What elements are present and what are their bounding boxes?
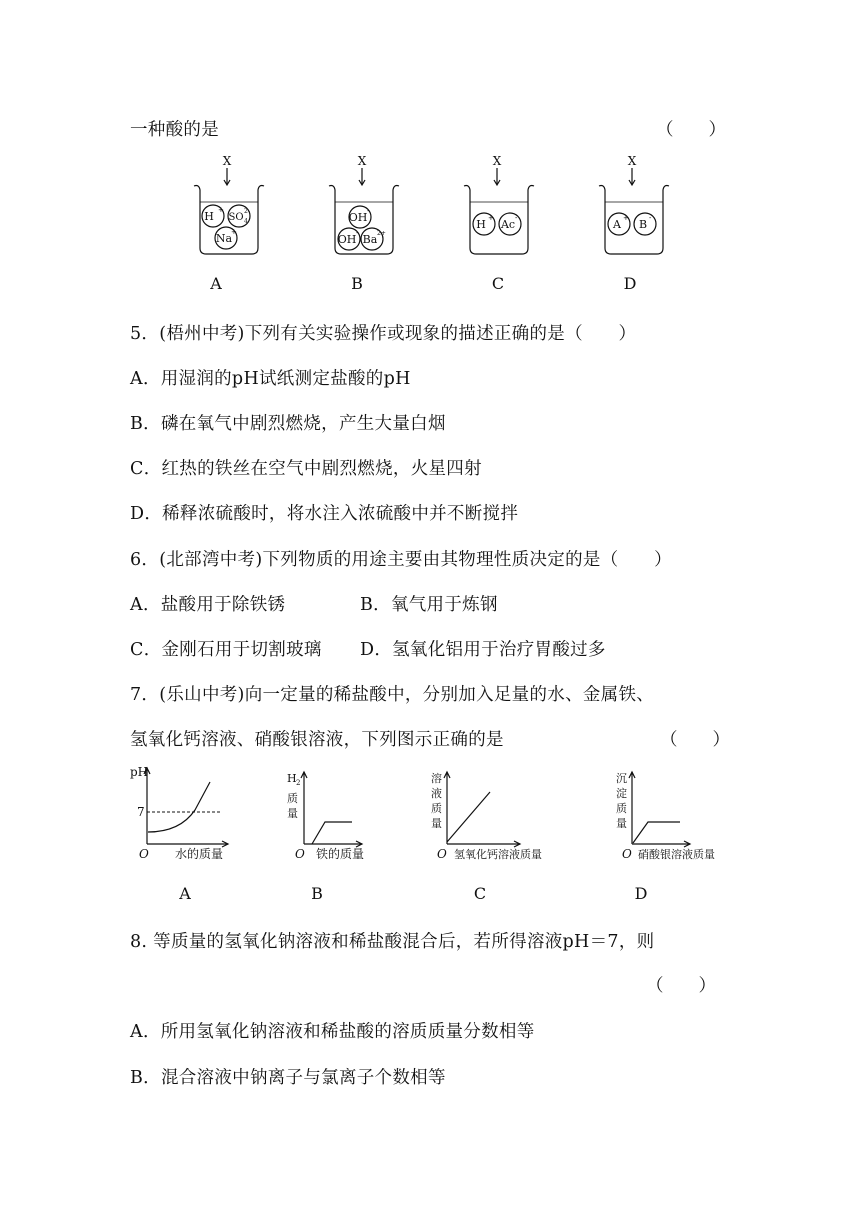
graph-c-ylabel-2: 质 — [431, 802, 442, 815]
graph-label-b: B — [311, 884, 323, 903]
ion-oh-left: OH — [337, 233, 357, 246]
ion-ba-charge: 2+ — [377, 230, 386, 237]
graph-d-line — [633, 822, 680, 843]
q4-answer-paren: （ ） — [656, 120, 726, 140]
graph-b — [287, 772, 364, 861]
ion-h-c: H — [476, 218, 486, 231]
ion-oh-left-charge: - — [356, 229, 359, 237]
graph-b-ylabel-zhi: 质 — [287, 792, 298, 805]
ion-h-c-charge: + — [488, 214, 494, 222]
q8-option-a: A．所用氢氧化钠溶液和稀盐酸的溶质质量分数相等 — [130, 1022, 535, 1042]
beaker-c — [464, 154, 534, 254]
ion-b-charge: - — [649, 214, 652, 222]
graph-c-xlabel: 氢氧化钙溶液质量 — [454, 848, 542, 861]
ion-na-charge: + — [231, 228, 237, 236]
q4-stem-tail: 一种酸的是 — [130, 120, 219, 140]
beaker-label-d: D — [623, 274, 637, 293]
graph-a-ylabel: pH — [130, 765, 149, 779]
graph-b-ylabel-h: H — [287, 772, 297, 785]
beaker-d-arrow-label: X — [627, 154, 637, 168]
beaker-a — [194, 154, 264, 254]
ion-h: H — [204, 210, 214, 223]
beaker-a-arrow-label: X — [222, 154, 232, 168]
beaker-b-arrow-label: X — [357, 154, 367, 168]
q6-option-d: D．氢氧化铝用于治疗胃酸过多 — [360, 640, 606, 660]
graph-b-origin: O — [295, 847, 305, 861]
graph-c-ylabel-0: 溶 — [431, 772, 442, 785]
graph-a-xlabel: 水的质量 — [175, 847, 224, 861]
ion-b: B — [638, 218, 648, 231]
q6-option-a: A．盐酸用于除铁锈 — [130, 595, 286, 615]
beaker-label-a: A — [210, 274, 222, 293]
graph-d-ylabel-2: 质 — [616, 802, 627, 815]
graph-a-origin: O — [139, 847, 149, 861]
q8-stem: 8. 等质量的氢氧化钠溶液和稀盐酸混合后，若所得溶液pH＝7，则 — [130, 932, 655, 952]
graph-label-c: C — [473, 884, 487, 903]
q8-answer-paren: （ ） — [646, 976, 716, 996]
q5-option-b: B．磷在氧气中剧烈燃烧，产生大量白烟 — [130, 414, 446, 434]
ion-h-charge: + — [218, 206, 224, 214]
graph-a-curve — [148, 782, 210, 832]
graph-label-a: A — [179, 884, 191, 903]
graph-c — [431, 771, 542, 861]
graph-label-d: D — [634, 884, 648, 903]
graph-d-origin: O — [622, 847, 632, 861]
graph-figure — [0, 760, 860, 870]
ion-oh-top: OH — [348, 211, 368, 224]
q8-option-b: B．混合溶液中钠离子与氯离子个数相等 — [130, 1068, 446, 1088]
graph-c-line — [447, 792, 490, 842]
graph-b-ylabel-liang: 量 — [287, 807, 298, 820]
q6-option-b: B．氧气用于炼钢 — [360, 595, 498, 615]
q5-option-a: A．用湿润的pH试纸测定盐酸的pH — [130, 369, 411, 389]
q7-answer-paren: （ ） — [660, 730, 730, 750]
ion-ac: Ac — [500, 218, 516, 231]
beaker-figure — [0, 150, 860, 320]
graph-b-ylabel-sub: 2 — [296, 779, 301, 787]
ion-a-charge: + — [623, 214, 629, 222]
beaker-d — [599, 154, 669, 254]
q7-stem-line2: 氢氧化钙溶液、硝酸银溶液，下列图示正确的是 — [130, 730, 504, 750]
beaker-b — [329, 154, 399, 254]
beaker-c-arrow-label: X — [492, 154, 502, 168]
graph-b-line — [312, 822, 352, 844]
graph-d — [616, 772, 715, 861]
q5-option-c: C．红热的铁丝在空气中剧烈燃烧，火星四射 — [130, 459, 482, 479]
graph-a-tick-7: 7 — [137, 805, 145, 819]
graph-b-xlabel: 铁的质量 — [316, 847, 365, 861]
q6-option-c: C．金刚石用于切割玻璃 — [130, 640, 322, 660]
beaker-label-c: C — [491, 274, 505, 293]
ion-ba: Ba — [362, 233, 378, 246]
q6-stem: 6．(北部湾中考)下列物质的用途主要由其物理性质决定的是（ ） — [130, 550, 672, 570]
ion-a: A — [613, 218, 621, 231]
graph-c-ylabel-3: 量 — [431, 817, 442, 830]
ion-oh-top-charge: - — [367, 207, 370, 215]
graph-d-ylabel-3: 量 — [616, 817, 627, 830]
graph-d-xlabel: 硝酸银溶液质量 — [638, 848, 715, 861]
graph-d-ylabel-0: 沉 — [616, 772, 627, 785]
q5-stem: 5．(梧州中考)下列有关实验操作或现象的描述正确的是（ ） — [130, 324, 637, 344]
ion-na: Na — [215, 232, 233, 245]
ion-so4-subscript: 4 — [244, 218, 248, 225]
graph-d-ylabel-1: 淀 — [616, 787, 627, 800]
ion-ac-charge: - — [515, 214, 518, 222]
beaker-label-b: B — [351, 274, 363, 293]
ion-so4: SO — [228, 212, 244, 223]
q7-stem-line1: 7．(乐山中考)向一定量的稀盐酸中，分别加入足量的水、金属铁、 — [130, 685, 655, 705]
graph-c-origin: O — [437, 847, 447, 861]
q5-option-d: D．稀释浓硫酸时，将水注入浓硫酸中并不断搅拌 — [130, 504, 519, 524]
graph-c-ylabel-1: 液 — [431, 787, 442, 800]
ion-so4-charge: 2- — [244, 208, 250, 215]
graph-a — [130, 765, 228, 861]
